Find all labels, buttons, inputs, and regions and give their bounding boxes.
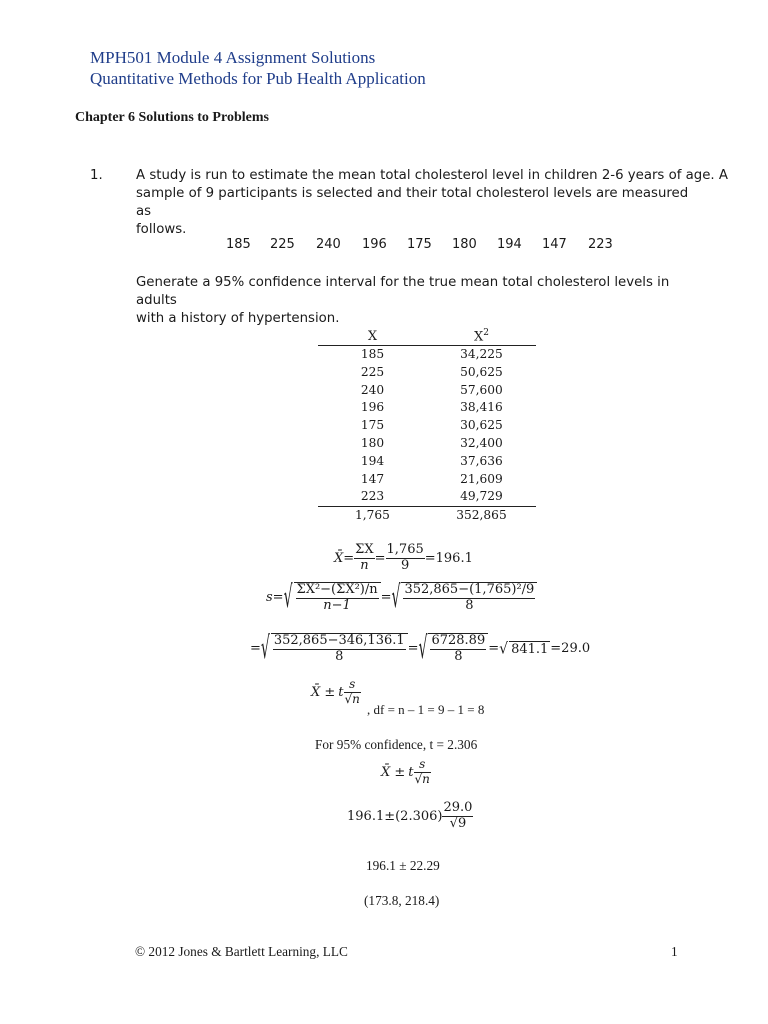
data-value: 196 [362, 237, 387, 252]
x-squared-cell: 49,729 [460, 489, 503, 504]
fraction [403, 583, 535, 614]
table-total-row [318, 507, 536, 525]
xbar-symbol: X̄ [334, 550, 344, 566]
numerator: 1,765 [386, 542, 424, 557]
data-value: 185 [226, 237, 251, 252]
x-squared-cell: 21,609 [460, 471, 503, 486]
ci-formula-1 [311, 678, 361, 707]
column-header-superscript: 2 [483, 328, 489, 339]
table-row [318, 453, 536, 471]
data-value: 194 [497, 237, 522, 252]
radical: √ 841.1 [499, 640, 549, 658]
x-squared-cell: 50,625 [460, 364, 503, 379]
page-number: 1 [671, 944, 678, 959]
fraction [354, 543, 374, 574]
x-value-cell: 180 [360, 435, 385, 450]
numerator: 352,865−(1,765)²/9 [404, 582, 535, 597]
numerator: s [349, 677, 356, 691]
denominator: 9 [401, 557, 410, 573]
problem-line-1: A study is run to estimate the mean total cholesterol level in children 2-6 years of age. A [136, 168, 728, 183]
t-symbol: t [338, 684, 344, 700]
question-line-1: Generate a 95% confidence interval for the true mean total cholesterol levels in adults [136, 275, 670, 308]
t-symbol: t [408, 764, 414, 780]
denominator: √n [344, 691, 360, 706]
table-body [318, 346, 536, 525]
sd-lhs: s= [266, 590, 284, 606]
sd-equation-1 [266, 582, 537, 614]
ci-interval-result: (173.8, 218.4) [364, 893, 440, 908]
sd-result: =29.0 [550, 641, 591, 657]
table-row [318, 364, 536, 382]
values-table [318, 328, 536, 525]
data-value: 223 [588, 237, 613, 252]
data-value: 240 [316, 237, 341, 252]
denominator: 8 [335, 648, 344, 664]
x-value-cell: 175 [360, 418, 385, 433]
numerator: 29.0 [443, 800, 473, 815]
denominator: n [360, 557, 369, 573]
equals-sign: = [488, 641, 500, 657]
fraction [442, 801, 473, 832]
table-row [318, 346, 536, 364]
numerator: s [419, 757, 426, 771]
radicand: 841.1 [511, 641, 549, 657]
document-subtitle: Quantitative Methods for Pub Health Application [90, 69, 426, 88]
data-value: 147 [542, 237, 567, 252]
x-value-cell: 194 [360, 453, 385, 468]
numerator: 352,865−346,136.1 [273, 633, 405, 648]
radical: √ $\frac{352,865-346,136.1}{8}$ [261, 633, 408, 665]
fraction [296, 583, 379, 614]
question-text [136, 274, 696, 328]
numerator: ΣX [355, 542, 374, 557]
degrees-of-freedom: , df = n – 1 = 9 – 1 = 8 [367, 702, 485, 717]
x-value-cell: 225 [360, 364, 385, 379]
numerator: 6728.89 [431, 633, 486, 648]
ci-lhs: X̄ ± [311, 684, 336, 700]
x-squared-cell: 30,625 [460, 418, 503, 433]
equals-sign: = [374, 550, 386, 566]
x-value-cell: 240 [360, 382, 385, 397]
fraction [414, 758, 431, 787]
mean-equation [334, 543, 473, 574]
problem-line-3: follows. [136, 222, 187, 237]
problem-line-2: sample of 9 participants is selected and their total cholesterol levels are measured as [136, 186, 689, 219]
x-squared-cell: 38,416 [460, 400, 503, 415]
document-title: MPH501 Module 4 Assignment Solutions [90, 48, 376, 67]
problem-number: 1. [90, 168, 103, 183]
ci-lhs: X̄ ± [381, 764, 406, 780]
table-header-row [318, 328, 536, 346]
numerator: ΣX²−(ΣX²)/n [296, 582, 378, 597]
chapter-heading: Chapter 6 Solutions to Problems [75, 110, 269, 125]
copyright-footer: © 2012 Jones & Bartlett Learning, LLC [135, 944, 348, 959]
fraction [273, 634, 406, 665]
x-value-cell: 223 [360, 489, 385, 504]
x-value-cell: 196 [360, 400, 385, 415]
column-header-x-squared [427, 328, 536, 346]
denominator: √9 [449, 815, 467, 831]
problem-statement [136, 167, 728, 239]
data-values-row [0, 237, 768, 257]
x-value-cell: 147 [360, 471, 385, 486]
x-total-cell: 1,765 [318, 507, 427, 525]
radical: √ $\frac{\text{ΣX²−(ΣX²)/n}}{n-1}$ [284, 582, 381, 614]
mean-result: =196.1 [424, 550, 473, 566]
column-header-x: X [318, 328, 427, 346]
x-squared-cell: 57,600 [460, 382, 503, 397]
question-line-2: with a history of hypertension. [136, 311, 340, 326]
ci-substitution [347, 801, 473, 832]
table-row [318, 471, 536, 489]
fraction [386, 543, 425, 574]
sd-equation-2 [250, 633, 590, 665]
ci-margin-result: 196.1 ± 22.29 [366, 858, 440, 873]
radical: √ $\frac{6728.89}{8}$ [419, 633, 489, 665]
equals-sign: = [380, 590, 392, 606]
ci-sub-lhs: 196.1±(2.306) [347, 808, 443, 824]
radical: √ $\frac{\text{352,865−(1,765)²/9}}{8}$ [392, 582, 538, 614]
denominator: 8 [454, 648, 463, 664]
table-row [318, 417, 536, 435]
equals-sign: = [407, 641, 419, 657]
x-squared-total-cell: 352,865 [427, 507, 536, 525]
table-row [318, 488, 536, 506]
data-value: 180 [452, 237, 477, 252]
table-row [318, 435, 536, 453]
x-squared-cell: 37,636 [460, 453, 503, 468]
fraction [344, 678, 361, 707]
denominator: √n [414, 771, 430, 786]
confidence-statement: For 95% confidence, t = 2.306 [315, 737, 478, 752]
equals-sign: = [343, 550, 355, 566]
table-row [318, 399, 536, 417]
x-value-cell: 185 [360, 347, 385, 361]
fraction [430, 634, 486, 665]
data-value: 225 [270, 237, 295, 252]
table-row [318, 382, 536, 400]
denominator: n−1 [323, 597, 351, 613]
ci-formula-2 [381, 758, 431, 787]
equals-sign: = [250, 641, 261, 657]
x-squared-cell: 34,225 [460, 347, 503, 361]
column-header-label: X [474, 329, 484, 345]
data-value: 175 [407, 237, 432, 252]
x-squared-cell: 32,400 [460, 435, 503, 450]
denominator: 8 [465, 597, 474, 613]
